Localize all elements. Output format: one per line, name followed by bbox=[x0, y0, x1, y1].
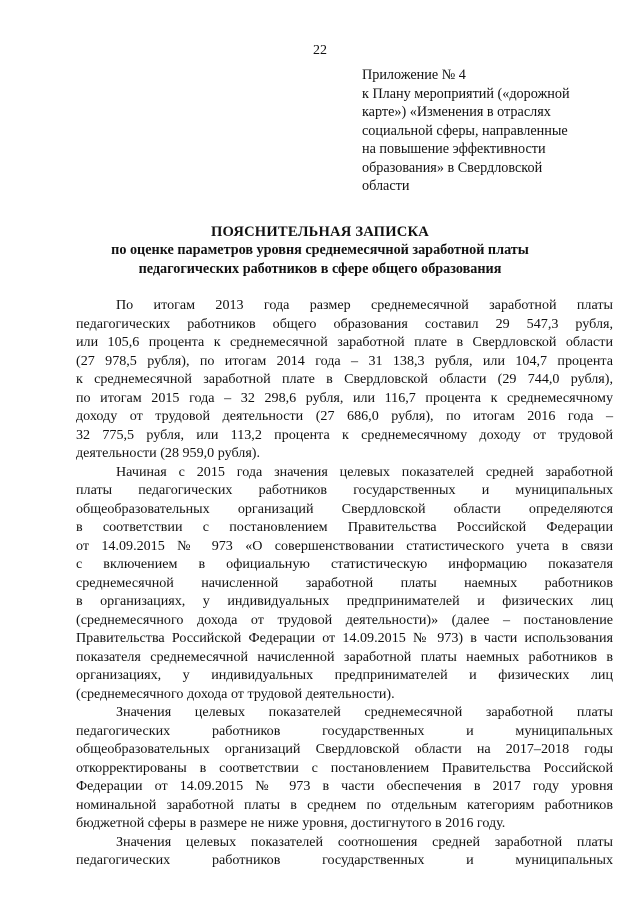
body-text bbox=[76, 296, 613, 870]
paragraph-line: Значения целевых показателей соотношения средней заработной платы bbox=[116, 833, 613, 850]
paragraph-line: по итогам 2015 года – 32 298,6 рубля, или 116,7 процента к среднемесячному bbox=[76, 389, 613, 406]
paragraph-line: показателя среднемесячной начисленной заработной платы наемных работников в bbox=[76, 648, 613, 665]
paragraph-line: 32 775,5 рубля, или 113,2 процента к среднемесячному доходу от трудовой bbox=[76, 426, 613, 443]
paragraph-line: По итогам 2013 года размер среднемесячной заработной платы bbox=[116, 297, 613, 313]
appendix-line: на повышение эффективности bbox=[362, 141, 546, 157]
appendix-line: образования» в Свердловской bbox=[362, 159, 543, 176]
paragraph-line: (27 978,5 рубля), по итогам 2014 года – 31 138,3 рубля, или 104,7 процента bbox=[76, 352, 613, 369]
document-subtitle bbox=[0, 241, 640, 279]
paragraph-line: (среднемесячного дохода от трудовой деятельности). bbox=[76, 685, 395, 702]
paragraph-line: общеобразовательных организаций Свердловской области на 2017–2018 годы bbox=[76, 741, 613, 757]
subtitle-line: педагогических работников в сфере общего образования bbox=[138, 261, 502, 277]
paragraph-line: педагогических работников общего образования составил 29 547,3 рубля, bbox=[76, 315, 613, 332]
paragraph-line: общеобразовательных организаций Свердловской области определяются bbox=[76, 500, 613, 517]
appendix-line: Приложение № 4 bbox=[362, 67, 466, 83]
paragraph-line: Правительства Российской Федерации от 14.09.2015 № 973) в части использования bbox=[76, 630, 613, 646]
document-title: ПОЯСНИТЕЛЬНАЯ ЗАПИСКА bbox=[210, 224, 430, 240]
paragraph-line: доходу от трудовой деятельности (27 686,0 рубля), по итогам 2016 года – bbox=[76, 408, 613, 424]
paragraph-line: от 14.09.2015 № 973 «О совершенствовании статистического учета в связи bbox=[76, 537, 613, 554]
appendix-line: области bbox=[362, 178, 410, 194]
paragraph-line: в соответствии с постановлением Правительства Российской Федерации bbox=[76, 519, 613, 535]
paragraph-line: педагогических работников государственных и муниципальных bbox=[76, 722, 613, 739]
paragraph-line: откорректированы в соответствии с постановлением Правительства Российской bbox=[76, 759, 613, 776]
paragraph-line: Значения целевых показателей среднемесячной заработной платы bbox=[116, 704, 613, 720]
paragraph-line: с включением в официальную статистическую информацию показателя bbox=[76, 556, 613, 572]
paragraph-line: Начиная с 2015 года значения целевых показателей средней заработной bbox=[116, 463, 613, 480]
paragraph-line: среднемесячной начисленной заработной платы наемных работников bbox=[76, 574, 613, 591]
paragraph-line: в организациях, у индивидуальных предпринимателей и физических лиц bbox=[76, 593, 613, 609]
paragraph-line: педагогических работников государственных и муниципальных bbox=[76, 852, 613, 868]
appendix-note bbox=[362, 66, 612, 196]
subtitle-line: по оценке параметров уровня среднемесячной заработной платы bbox=[111, 242, 529, 258]
page-number: 22 bbox=[313, 43, 327, 58]
paragraph-line: деятельности (28 959,0 рубля). bbox=[76, 445, 261, 461]
paragraph-line: к среднемесячной заработной плате в Свердловской области (29 744,0 рубля), bbox=[76, 371, 613, 387]
appendix-line: к Плану мероприятий («дорожной bbox=[362, 85, 570, 102]
paragraph-line: организациях, у индивидуальных предпринимателей и физических лиц bbox=[76, 667, 613, 683]
paragraph-line: Федерации от 14.09.2015 № 973 в части обеспечения в 2017 году уровня bbox=[76, 778, 613, 794]
paragraph-line: (среднемесячного дохода от трудовой деятельности)» (далее – постановление bbox=[76, 611, 613, 628]
appendix-line: карте») «Изменения в отраслях bbox=[362, 104, 551, 120]
appendix-line: социальной сферы, направленные bbox=[362, 122, 568, 139]
paragraph-line: или 105,6 процента к среднемесячной заработной плате в Свердловской области bbox=[76, 334, 613, 350]
paragraph-line: бюджетной сферы в размере не ниже уровня, достигнутого в 2016 году. bbox=[76, 815, 506, 831]
paragraph-line: номинальной заработной платы в среднем по отдельным категориям работников bbox=[76, 796, 613, 813]
paragraph-line: платы педагогических работников государственных и муниципальных bbox=[76, 482, 613, 498]
